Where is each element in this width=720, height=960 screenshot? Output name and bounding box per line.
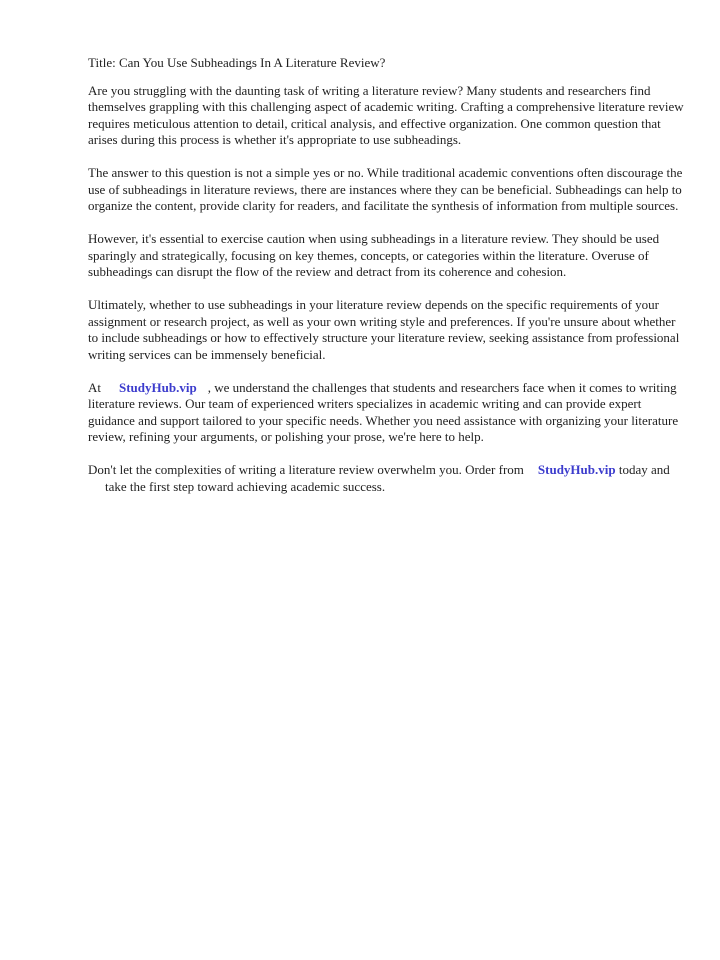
paragraph-studyhub-pitch [88, 380, 688, 446]
paragraph-studyhub-pitch-pre: At [88, 379, 101, 395]
paragraph-ultimately: Ultimately, whether to use subheadings in your literature review depends on the specific requirements of your assignment or research project, as well as your own writing style and preferences. If you're unsure about whether to include subheadings or how to effectively structure your literature review, seeking assistance from professional writing services can be immensely beneficial. [88, 297, 680, 362]
studyhub-link[interactable]: StudyHub.vip [119, 379, 197, 395]
document-title: Title: Can You Use Subheadings In A Literature Review? [88, 55, 386, 70]
paragraph-studyhub-pitch-post: , we understand the challenges that students and researchers face when it comes to writing literature reviews. Our team of experienced writers specializes in academic writing and can provide expert guidance and support tailored to your specific needs. Whether you need assistance with organizing your literature review, refining your arguments, or polishing your prose, we're here to help. [88, 379, 679, 444]
paragraph-order-cta [88, 462, 688, 495]
paragraph-answer: The answer to this question is not a simple yes or no. While traditional academic conventions often discourage the use of subheadings in literature reviews, there are instances where they can be beneficial. Subheadings can help to organize the content, provide clarity for readers, and facilitate the synthesis of information from multiple sources. [88, 165, 683, 213]
document-page [88, 55, 688, 512]
studyhub-link[interactable]: StudyHub.vip [537, 462, 616, 477]
paragraph-caution: However, it's essential to exercise caution when using subheadings in a literature review. They should be used sparingly and strategically, focusing on key themes, concepts, or categories within the literature. Overuse of subheadings can disrupt the flow of the review and detract from its coherence and cohesion. [88, 231, 660, 279]
paragraph-order-cta-post: today and take the first step toward achieving academic success. [105, 462, 670, 494]
paragraph-order-cta-pre: Don't let the complexities of writing a literature review overwhelm you. Order from [88, 462, 524, 477]
paragraph-intro: Are you struggling with the daunting task of writing a literature review? Many students and researchers find themselves grappling with this challenging aspect of academic writing. Crafting a comprehensive literature review requires meticulous attention to detail, critical analysis, and effective organization. One common question that arises during this process is whether it's appropriate to use subheadings. [88, 82, 684, 147]
